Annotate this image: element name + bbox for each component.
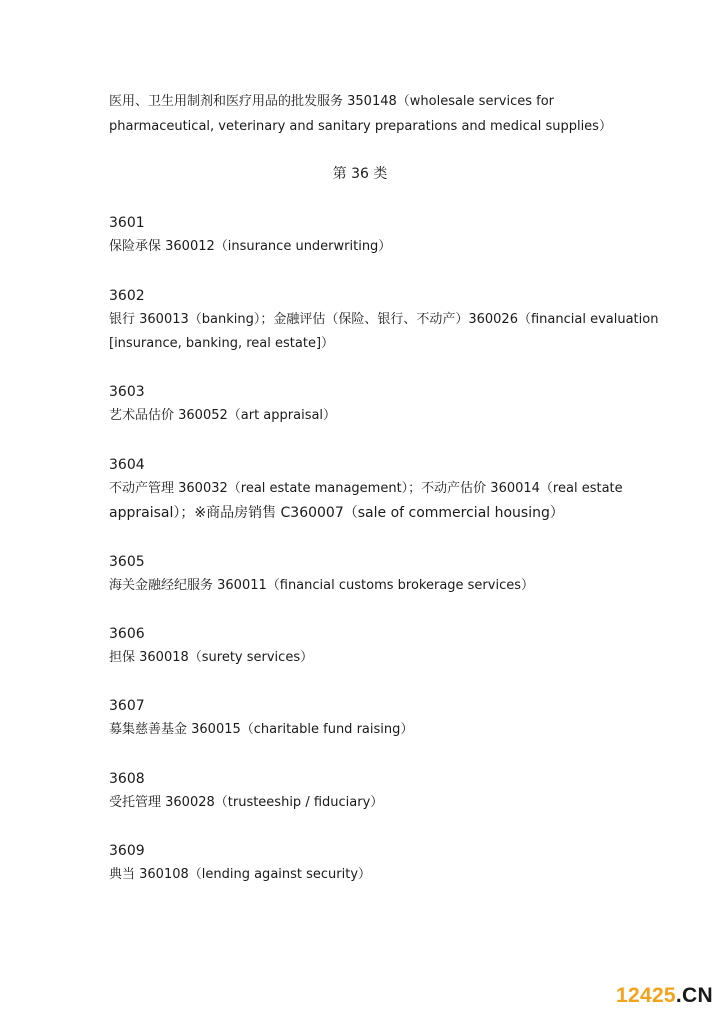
- watermark-dot: .: [675, 984, 683, 1007]
- class-heading: 第 36 类: [332, 166, 388, 182]
- group-code-3609: 3609: [109, 843, 145, 859]
- group-line: 担保 360018（surety services）: [109, 650, 314, 665]
- group-line: 典当 360108（lending against security）: [109, 867, 372, 882]
- group-line: [insurance, banking, real estate]）: [109, 336, 335, 351]
- group-code-3607: 3607: [109, 698, 145, 714]
- watermark-suffix: CN: [682, 984, 713, 1007]
- group-code-3605: 3605: [109, 554, 145, 570]
- group-line: 保险承保 360012（insurance underwriting）: [109, 239, 392, 254]
- group-line: appraisal）；※商品房销售 C360007（sale of commercial housing）: [109, 505, 564, 521]
- group-code-3602: 3602: [109, 288, 145, 304]
- group-code-3608: 3608: [109, 771, 145, 787]
- group-line: 不动产管理 360032（real estate management）；不动产估价 360014（real estate: [109, 481, 623, 496]
- group-code-3603: 3603: [109, 384, 145, 400]
- group-line: 受托管理 360028（trusteeship / fiduciary）: [109, 795, 384, 810]
- group-code-3604: 3604: [109, 457, 145, 473]
- group-line: 银行 360013（banking）；金融评估（保险、银行、不动产）360026（financial evaluation: [109, 312, 659, 327]
- group-line: 艺术品估价 360052（art appraisal）: [109, 408, 337, 423]
- site-watermark-logo: [616, 984, 713, 1008]
- group-code-3601: 3601: [109, 215, 145, 231]
- intro-line-1: 医用、卫生用制剂和医疗用品的批发服务 350148（wholesale services for: [109, 94, 555, 109]
- group-code-3606: 3606: [109, 626, 145, 642]
- group-line: 海关金融经纪服务 360011（financial customs brokerage services）: [109, 578, 535, 593]
- watermark-number: 12425: [616, 984, 676, 1007]
- group-line: 募集慈善基金 360015（charitable fund raising）: [109, 722, 414, 737]
- intro-line-2: pharmaceutical, veterinary and sanitary preparations and medical supplies）: [109, 119, 612, 134]
